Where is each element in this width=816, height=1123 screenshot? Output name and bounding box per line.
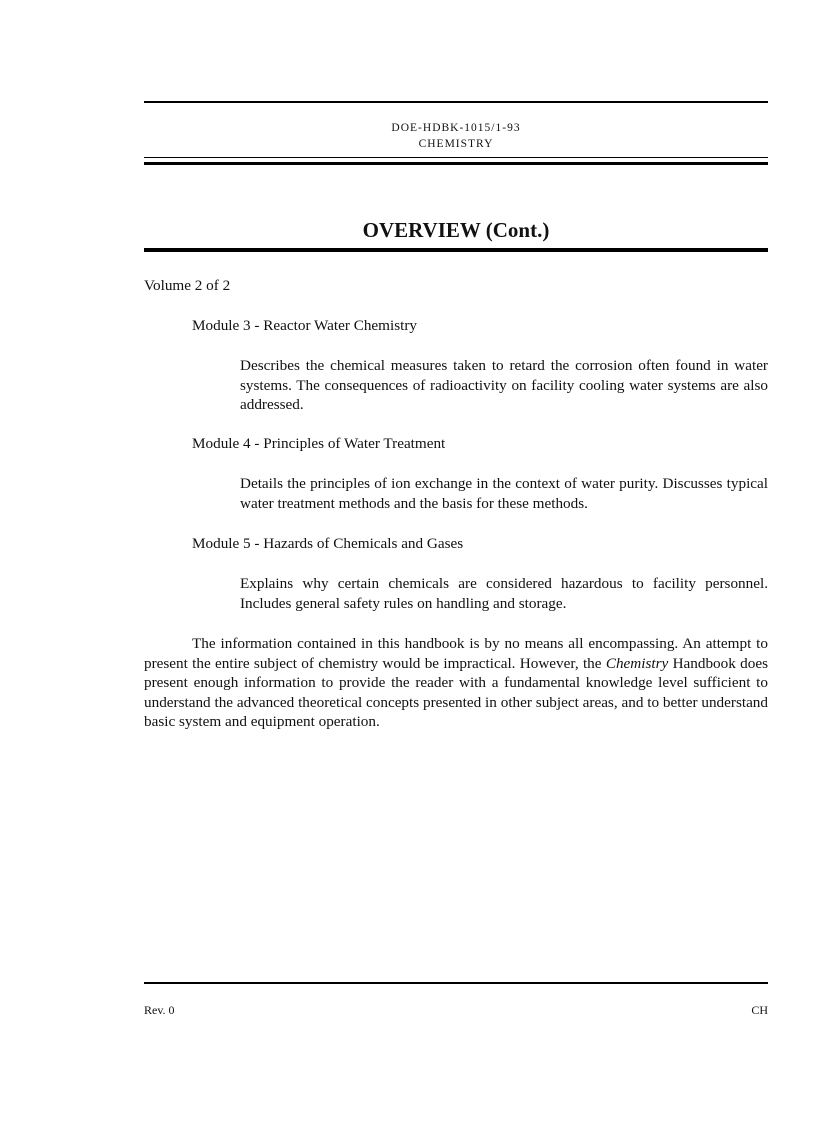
closing-paragraph	[144, 634, 768, 732]
section-title: OVERVIEW (Cont.)	[362, 218, 550, 242]
header-bottom-rule	[144, 162, 768, 165]
volume-label: Volume 2 of 2	[144, 277, 231, 294]
module-3-description: Describes the chemical measures taken to retard the corrosion often found in water systems. The consequences of radioactivity on facility cooling water systems are also addressed.	[240, 357, 768, 413]
header-thin-rule	[144, 157, 768, 158]
module-5-description: Explains why certain chemicals are considered hazardous to facility personnel. Includes general safety rules on handling and storage.	[240, 575, 768, 612]
header-top-rule	[144, 101, 768, 103]
footer-revision: Rev. 0	[144, 1003, 175, 1017]
footer-page-code: CH	[751, 1003, 768, 1017]
closing-text-italic: Chemistry	[605, 654, 669, 672]
closing-text-after: Handbook does present enough information to provide the reader with a fundamental knowledge level sufficient to understand the advanced theoretical concepts presented in other subject areas, and to better understand basic system and equipment operation.	[144, 654, 768, 730]
module-4-description: Details the principles of ion exchange in the context of water purity. Discusses typical water treatment methods and the basis for these methods.	[240, 475, 768, 512]
module-5-title: Module 5 - Hazards of Chemicals and Gases	[192, 535, 464, 552]
header-subject: CHEMISTRY	[418, 138, 494, 150]
module-4-title: Module 4 - Principles of Water Treatment	[192, 435, 446, 452]
header-doc-number: DOE-HDBK-1015/1-93	[391, 122, 521, 134]
closing-text-before: The information contained in this handbook is by no means all encompassing. An attempt to present the entire subject of chemistry would be impractical. However, the	[144, 635, 768, 672]
module-3-title: Module 3 - Reactor Water Chemistry	[192, 317, 417, 334]
section-title-rule	[144, 248, 768, 252]
footer-rule	[144, 982, 768, 984]
